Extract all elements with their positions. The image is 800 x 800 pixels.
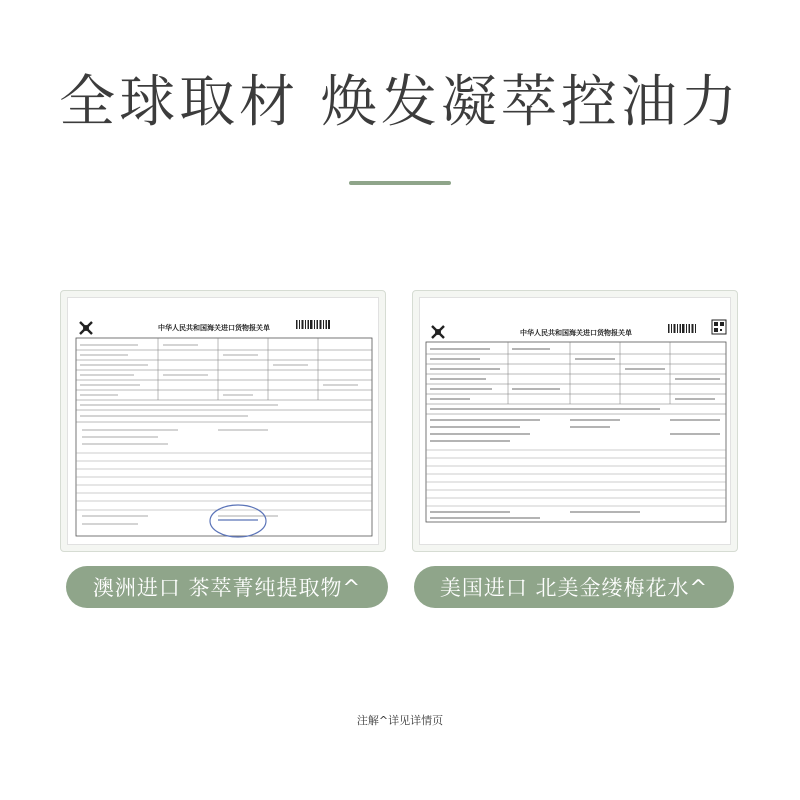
customs-emblem-icon bbox=[432, 326, 444, 338]
footnote: 注解^详见详情页 bbox=[356, 714, 444, 727]
customs-declaration-image bbox=[419, 297, 731, 545]
origin-label-usa: 美国进口 北美金缕梅花水^ bbox=[414, 566, 734, 608]
barcode bbox=[668, 324, 696, 333]
origin-label-australia: 澳洲进口 茶萃菁纯提取物^ bbox=[66, 566, 388, 608]
customs-declaration-image bbox=[67, 297, 379, 545]
document-title: 中华人民共和国海关进口货物报关单 bbox=[158, 324, 270, 332]
document-title: 中华人民共和国海关进口货物报关单 bbox=[520, 329, 632, 337]
customs-form-illustration bbox=[68, 298, 380, 546]
customs-emblem-icon bbox=[80, 322, 92, 334]
customs-document-card-usa bbox=[412, 290, 738, 552]
qr-code-icon bbox=[712, 320, 726, 334]
headline: 全球取材 焕发凝萃控油力 bbox=[59, 70, 741, 135]
barcode bbox=[296, 320, 330, 329]
customs-document-card-australia bbox=[60, 290, 386, 552]
divider bbox=[349, 181, 451, 185]
